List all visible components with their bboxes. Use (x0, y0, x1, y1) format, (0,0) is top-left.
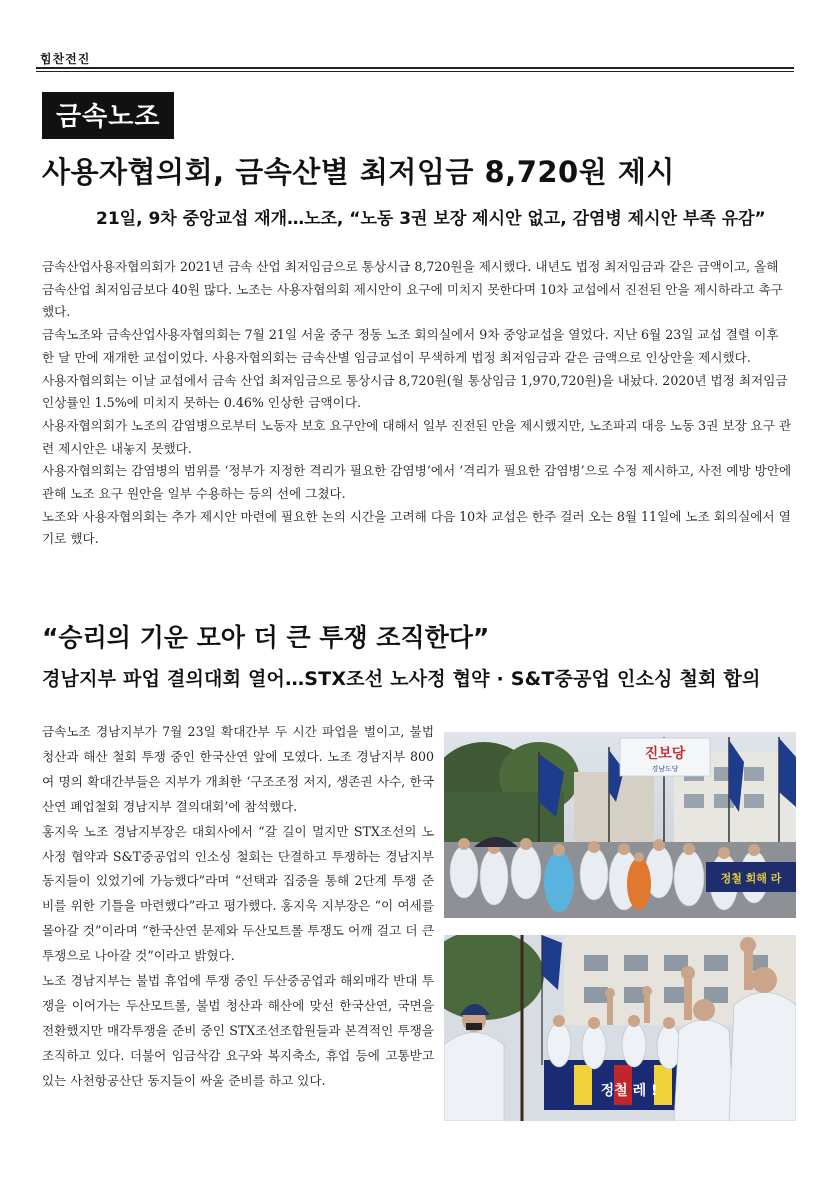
photo1-flag-text: 진보당 (644, 746, 686, 762)
photo2-banner-text: 정철 레 ! (600, 1083, 658, 1099)
article2-headline: “승리의 기운 모아 더 큰 투쟁 조직한다” (42, 623, 490, 652)
article1-headline: 사용자협의회, 금속산별 최저임금 8,720원 제시 (42, 155, 675, 189)
article1-paragraph: 노조와 사용자협의회는 추가 제시안 마련에 필요한 논의 시간을 고려해 다음 10차 교섭은 한주 걸러 오는 8월 11일에 노조 회의실에서 열기로 했다. (42, 508, 791, 547)
article2-paragraph: 노조 경남지부는 불법 휴업에 투쟁 중인 두산중공업과 해외매각 반대 투쟁을 이어가는 두산모트롤, 불법 청산과 해산에 맞선 한국산연, 국면을 전환했지만 매각투쟁을 준비 중인 STX조선조합원들과 본격적인 투쟁을 조직하고 있다. 더불어 임금삭감 요구와 복지축소, 휴업 등에 고통받고 있는 사천항공산단 동지들이 싸울 준비를 하고 있다. (42, 973, 434, 1088)
article2-paragraph: 홍지욱 노조 경남지부장은 대회사에서 “갈 길이 멀지만 STX조선의 노사정 협약과 S&T중공업의 인소싱 철회는 단결하고 투쟁하는 경남지부 동지들이 있었기에 가능했다”라며 “선택과 집중을 통해 2단계 투쟁 준비를 위한 기틀을 마련했다”라고 평가했다. 홍지욱 지부장은 “이 여세를 몰아갈 것”이라며 “한국산연 문제와 두산모트롤 투쟁도 어깨 걸고 더 큰 투쟁으로 나아갈 것”이라고 밝혔다. (42, 823, 434, 964)
article2-body (42, 720, 434, 1094)
photo1-flag-subtext: 경남도당 (651, 765, 679, 773)
article2-subheadline: 경남지부 파업 결의대회 열어…STX조선 노사정 협약 · S&T중공업 인소싱 철회 합의 (42, 668, 761, 690)
article1-paragraph: 사용자협의회는 감염병의 범위를 ‘정부가 지정한 격리가 필요한 감염병’에서 ‘격리가 필요한 감염병’으로 수정 제시하고, 사전 예방 방안에 관해 노조 요구 원안을 일부 수용하는 등의 선에 그쳤다. (42, 463, 792, 502)
rally-photo-2 (444, 935, 796, 1121)
article1-body (42, 256, 794, 551)
article1-paragraph: 금속산업사용자협의회가 2021년 금속 산업 최저임금으로 통상시급 8,720원을 제시했다. 내년도 법정 최저임금과 같은 금액이고, 올해 금속산업 최저임금보다 40원 많다. 노조는 사용자협의회 제시안이 요구에 미치지 못한다며 10차 교섭에서 진전된 안을 제시하라고 촉구했다. (42, 259, 783, 320)
article1-paragraph: 사용자협의회가 노조의 감염병으로부터 노동자 보호 요구안에 대해서 일부 진전된 안을 제시했지만, 노조파괴 대응 노동 3권 보장 요구 관련 제시안은 내놓지 못했다. (42, 417, 792, 456)
rally-photo-1 (444, 732, 796, 918)
section-label: 힘찬전진 (40, 52, 91, 66)
article2-paragraph: 금속노조 경남지부가 7월 23일 확대간부 두 시간 파업을 벌이고, 불법 청산과 해산 철회 투쟁 중인 한국산연 앞에 모였다. 노조 경남지부 800여 명의 확대간부들은 지부가 개최한 ‘구조조정 저지, 생존권 사수, 한국산연 폐업철회 경남지부 결의대회’에 참석했다. (42, 724, 434, 814)
photo1-banner-text: 정철 회해 라 (720, 872, 782, 885)
article1-paragraph: 금속노조와 금속산업사용자협의회는 7월 21일 서울 중구 정동 노조 회의실에서 9차 중앙교섭을 열었다. 지난 6월 23일 교섭 결렬 이후 한 달 만에 재개한 교섭이었다. 사용자협의회는 금속산별 임금교섭이 무색하게 법정 최저임금과 같은 금액으로 인상안을 제시했다. (42, 327, 779, 365)
article1-subheadline: 21일, 9차 중앙교섭 재개…노조, “노동 3권 보장 제시안 없고, 감염병 제시안 부족 유감” (96, 209, 766, 229)
article1-paragraph: 사용자협의회는 이날 교섭에서 금속 산업 최저임금으로 통상시급 8,720원(월 통상임금 1,970,720원)을 내놨다. 2020년 법정 최저임금 인상률인 1.5%에 미치지 못하는 0.46% 인상한 금액이다. (42, 372, 788, 411)
header-rule-thin (36, 71, 794, 72)
header-rule-thick (36, 67, 794, 69)
section-tag: 금속노조 (42, 92, 174, 139)
